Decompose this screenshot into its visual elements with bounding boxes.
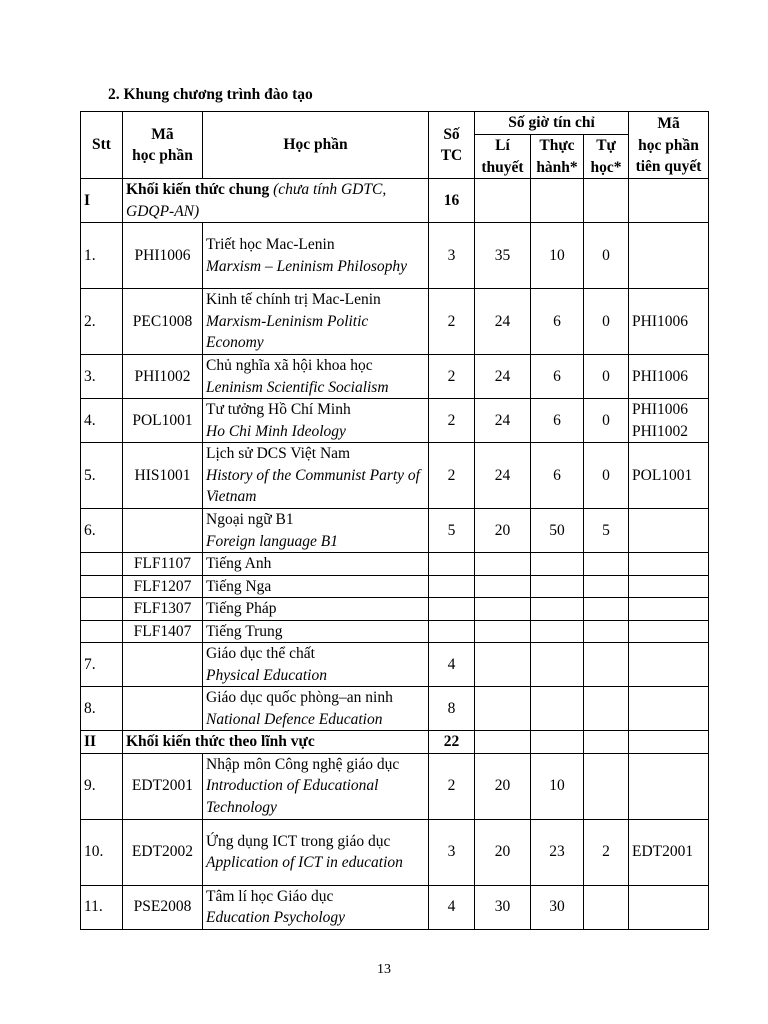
table-row: 10. EDT2002 Ứng dụng ICT trong giáo dục Application of ICT in education 3 20 23 2 EDT2001 xyxy=(81,819,709,885)
table-row: 11. PSE2008 Tâm lí học Giáo dục Education Psychology 4 30 30 xyxy=(81,885,709,929)
table-row: 8. Giáo dục quốc phòng–an ninh National Defence Education 8 xyxy=(81,687,709,731)
header-course: Học phần xyxy=(203,112,429,179)
table-row: 5. HIS1001 Lịch sử DCS Việt Nam History of the Communist Party of Vietnam 2 24 6 0 POL1001 xyxy=(81,443,709,509)
section-row xyxy=(81,179,709,223)
table-row: FLF1307 Tiếng Pháp xyxy=(81,598,709,621)
header-self-study: Tự học* xyxy=(584,135,629,179)
table-row: FLF1207 Tiếng Nga xyxy=(81,575,709,598)
curriculum-table xyxy=(80,111,709,930)
section-title: Khối kiến thức chung (chưa tính GDTC, GDQP-AN) xyxy=(123,179,429,223)
table-row: 6. Ngoại ngữ B1 Foreign language B1 5 20 50 5 xyxy=(81,509,709,553)
section-credits: 16 xyxy=(429,179,475,223)
header-prereq: học phần tiên quyết xyxy=(629,135,709,179)
header-prereq-top: Mã xyxy=(629,112,709,135)
header-practice: Thực hành* xyxy=(531,135,584,179)
table-row: FLF1407 Tiếng Trung xyxy=(81,620,709,643)
table-row: 3. PHI1002 Chủ nghĩa xã hội khoa học Leninism Scientific Socialism 2 24 6 0 PHI1006 xyxy=(81,355,709,399)
header-theory: Lí thuyết xyxy=(475,135,531,179)
section-row xyxy=(81,731,709,754)
section-number: I xyxy=(81,179,123,223)
header-code: Mã học phần xyxy=(123,112,203,179)
header-credits: Số TC xyxy=(429,112,475,179)
section-credits: 22 xyxy=(429,731,475,754)
header-hours-group: Số giờ tín chỉ xyxy=(475,112,629,135)
section-number: II xyxy=(81,731,123,754)
section-heading: 2. Khung chương trình đào tạo xyxy=(108,86,313,103)
table-row: 4. POL1001 Tư tưởng Hồ Chí Minh Ho Chi Minh Ideology 2 24 6 0 PHI1006 PHI1002 xyxy=(81,399,709,443)
table-row: 9. EDT2001 Nhập môn Công nghệ giáo dục Introduction of Educational Technology 2 20 10 xyxy=(81,753,709,819)
header-stt: Stt xyxy=(81,112,123,179)
page-number: 13 xyxy=(377,962,391,977)
section-title: Khối kiến thức theo lĩnh vực xyxy=(123,731,429,754)
table-row: 2. PEC1008 Kinh tế chính trị Mac-Lenin Marxism-Leninism Politic Economy 2 24 6 0 PHI1006 xyxy=(81,289,709,355)
table-row: 7. Giáo dục thể chất Physical Education 4 xyxy=(81,643,709,687)
table-row: FLF1107 Tiếng Anh xyxy=(81,553,709,576)
table-row: 1. PHI1006 Triết học Mac-Lenin Marxism – Leninism Philosophy 3 35 10 0 xyxy=(81,223,709,289)
